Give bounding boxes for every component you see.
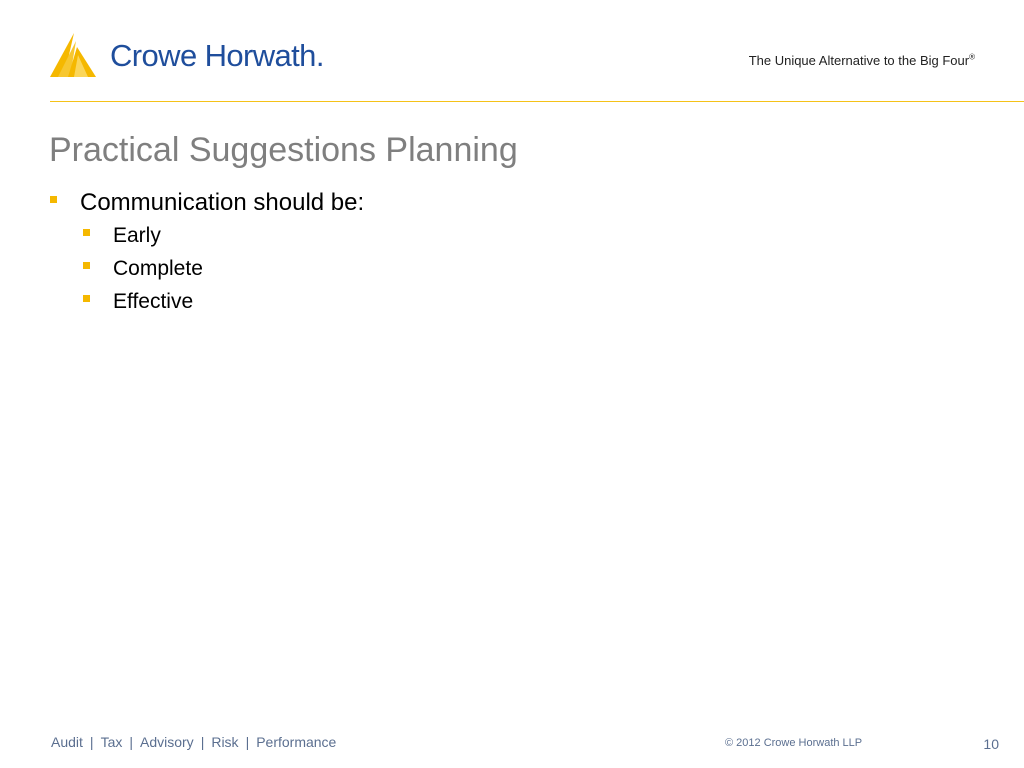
footer-service: Risk bbox=[211, 734, 239, 750]
tagline-text: The Unique Alternative to the Big Four bbox=[748, 53, 970, 68]
bullet-text: Communication should be: bbox=[80, 189, 365, 216]
footer-service: Performance bbox=[256, 734, 337, 750]
logo-text: Crowe Horwath. bbox=[110, 37, 324, 73]
page-number: 10 bbox=[983, 736, 999, 752]
footer-service: Audit bbox=[51, 734, 83, 750]
footer-service: Advisory bbox=[140, 734, 194, 750]
footer-separator: | bbox=[129, 734, 133, 750]
sub-bullet-text: Complete bbox=[113, 257, 203, 280]
footer-service: Tax bbox=[100, 734, 123, 750]
bullet-item bbox=[50, 188, 364, 218]
sub-bullet-text: Effective bbox=[113, 290, 194, 313]
crowe-horwath-logo bbox=[48, 30, 324, 80]
sub-bullet-item bbox=[83, 289, 364, 315]
footer-separator: | bbox=[200, 734, 205, 750]
sub-bullet-item bbox=[83, 256, 364, 282]
bullet-square-icon bbox=[83, 295, 90, 302]
header-divider bbox=[50, 101, 1024, 102]
footer-separator: | bbox=[89, 734, 94, 750]
registered-mark: ® bbox=[969, 52, 975, 62]
bullet-square-icon bbox=[83, 229, 90, 236]
sub-bullet-text: Early bbox=[113, 224, 161, 247]
footer-services bbox=[51, 734, 336, 750]
slide-content bbox=[50, 188, 364, 322]
tagline bbox=[749, 53, 975, 68]
footer-copyright: © 2012 Crowe Horwath LLP bbox=[725, 737, 863, 749]
slide-title: Practical Suggestions Planning bbox=[49, 131, 518, 169]
sub-bullet-item bbox=[83, 223, 364, 249]
bullet-square-icon bbox=[83, 262, 90, 269]
bullet-square-icon bbox=[50, 196, 57, 203]
footer-separator: | bbox=[245, 734, 250, 750]
flame-logo-icon bbox=[48, 31, 98, 79]
